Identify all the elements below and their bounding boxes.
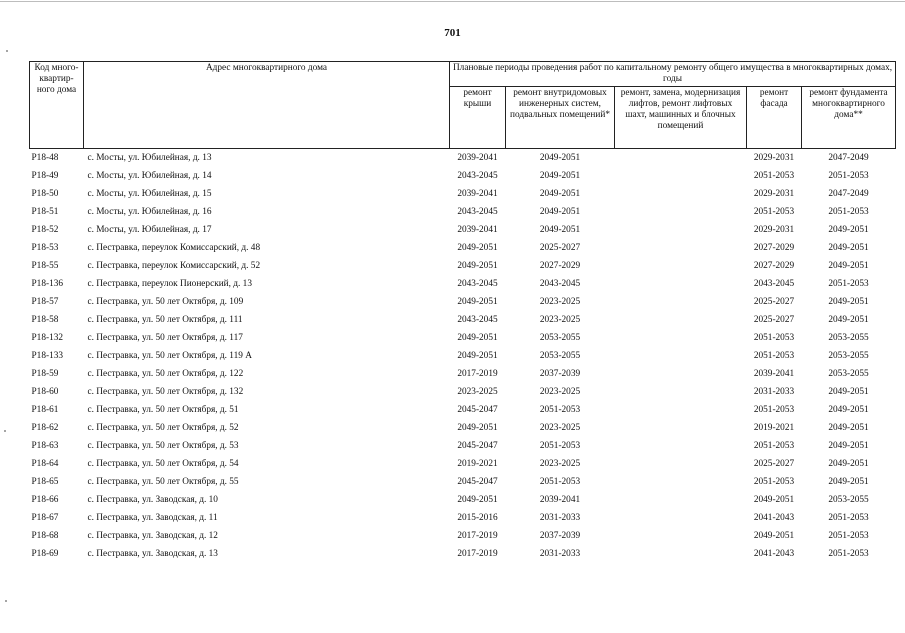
- cell-facade: 2025-2027: [753, 314, 795, 325]
- table-row: [30, 527, 896, 545]
- cell-facade: 2043-2045: [753, 278, 795, 289]
- table-row: [30, 473, 896, 491]
- scan-speck: [5, 600, 7, 602]
- cell-elevators: [615, 455, 747, 473]
- table-row: [30, 221, 896, 239]
- cell-facade: 2039-2041: [753, 368, 795, 379]
- cell-roof: 2039-2041: [457, 152, 498, 163]
- cell-address: с. Пестравка, ул. 50 лет Октября, д. 53: [87, 440, 239, 451]
- cell-foundation: 2053-2055: [828, 494, 869, 505]
- cell-foundation: 2049-2051: [828, 314, 869, 325]
- cell-roof: 2039-2041: [457, 188, 498, 199]
- cell-roof: 2045-2047: [457, 404, 498, 415]
- cell-systems: 2023-2025: [539, 314, 581, 325]
- cell-facade: 2051-2053: [753, 350, 795, 361]
- cell-systems: 2043-2045: [539, 278, 581, 289]
- cell-facade: 2051-2053: [753, 170, 795, 181]
- top-rule: [0, 1, 905, 2]
- cell-systems: 2025-2027: [539, 242, 581, 253]
- cell-code: P18-69: [31, 548, 59, 559]
- table-row: [30, 311, 896, 329]
- table-body: [30, 149, 896, 564]
- cell-address: с. Пестравка, ул. 50 лет Октября, д. 52: [87, 422, 239, 433]
- cell-systems: 2051-2053: [539, 440, 581, 451]
- cell-foundation: 2047-2049: [828, 152, 869, 163]
- header-elevators: ремонт, замена, модернизация лифтов, ремонт лифтовых шахт, машинных и блочных помещений: [615, 87, 747, 149]
- table-row: [30, 509, 896, 527]
- cell-facade: 2041-2043: [753, 548, 795, 559]
- cell-elevators: [615, 365, 747, 383]
- cell-address: с. Пестравка, ул. Заводская, д. 12: [87, 530, 218, 541]
- cell-foundation: 2053-2055: [828, 332, 869, 343]
- cell-systems: 2051-2053: [539, 476, 581, 487]
- cell-roof: 2017-2019: [457, 368, 498, 379]
- capital-repair-schedule-table: [29, 61, 896, 563]
- cell-facade: 2029-2031: [753, 224, 795, 235]
- cell-facade: 2051-2053: [753, 440, 795, 451]
- cell-elevators: [615, 401, 747, 419]
- cell-address: с. Пестравка, ул. 50 лет Октября, д. 54: [87, 458, 239, 469]
- header-facade: ремонт фасада: [747, 87, 802, 149]
- cell-systems: 2031-2033: [539, 548, 581, 559]
- cell-code: P18-58: [31, 314, 59, 325]
- cell-elevators: [615, 185, 747, 203]
- cell-foundation: 2053-2055: [828, 368, 869, 379]
- cell-address: с. Пестравка, переулок Комиссарский, д. 48: [87, 242, 261, 253]
- cell-code: P18-50: [31, 188, 59, 199]
- cell-roof: 2043-2045: [457, 278, 498, 289]
- cell-facade: 2051-2053: [753, 404, 795, 415]
- cell-address: с. Мосты, ул. Юбилейная, д. 13: [87, 152, 212, 163]
- cell-elevators: [615, 437, 747, 455]
- cell-roof: 2023-2025: [457, 386, 498, 397]
- cell-elevators: [615, 545, 747, 563]
- cell-foundation: 2051-2053: [828, 278, 869, 289]
- cell-foundation: 2049-2051: [828, 386, 869, 397]
- cell-roof: 2017-2019: [457, 548, 498, 559]
- table-row: [30, 293, 896, 311]
- cell-facade: 2025-2027: [753, 458, 795, 469]
- cell-systems: 2023-2025: [539, 422, 581, 433]
- scan-speck: [4, 430, 6, 432]
- cell-code: P18-53: [31, 242, 59, 253]
- cell-code: P18-59: [31, 368, 59, 379]
- cell-address: с. Мосты, ул. Юбилейная, д. 16: [87, 206, 212, 217]
- cell-code: P18-48: [31, 152, 59, 163]
- table-row: [30, 545, 896, 563]
- cell-address: с. Пестравка, ул. Заводская, д. 10: [87, 494, 218, 505]
- table-row: [30, 149, 896, 168]
- cell-roof: 2045-2047: [457, 476, 498, 487]
- cell-facade: 2027-2029: [753, 242, 795, 253]
- table-row: [30, 347, 896, 365]
- table-row: [30, 491, 896, 509]
- cell-systems: 2039-2041: [539, 494, 581, 505]
- cell-roof: 2049-2051: [457, 422, 498, 433]
- cell-systems: 2049-2051: [539, 188, 581, 199]
- cell-roof: 2049-2051: [457, 494, 498, 505]
- cell-address: с. Пестравка, ул. 50 лет Октября, д. 119 А: [87, 350, 252, 361]
- cell-code: P18-67: [31, 512, 59, 523]
- cell-elevators: [615, 275, 747, 293]
- cell-code: P18-61: [31, 404, 59, 415]
- cell-roof: 2045-2047: [457, 440, 498, 451]
- cell-facade: 2019-2021: [753, 422, 795, 433]
- cell-roof: 2019-2021: [457, 458, 498, 469]
- page-number: 701: [444, 27, 461, 39]
- cell-code: P18-66: [31, 494, 59, 505]
- cell-systems: 2037-2039: [539, 368, 581, 379]
- cell-address: с. Пестравка, ул. 50 лет Октября, д. 122: [87, 368, 244, 379]
- cell-facade: 2051-2053: [753, 206, 795, 217]
- header-address: Адрес многоквартирного дома: [84, 62, 450, 149]
- cell-foundation: 2051-2053: [828, 206, 869, 217]
- cell-systems: 2023-2025: [539, 458, 581, 469]
- cell-facade: 2029-2031: [753, 188, 795, 199]
- cell-elevators: [615, 419, 747, 437]
- cell-facade: 2051-2053: [753, 332, 795, 343]
- cell-code: P18-55: [31, 260, 59, 271]
- table-row: [30, 239, 896, 257]
- cell-roof: 2049-2051: [457, 260, 498, 271]
- cell-address: с. Пестравка, ул. Заводская, д. 11: [87, 512, 218, 523]
- table-row: [30, 419, 896, 437]
- cell-foundation: 2049-2051: [828, 458, 869, 469]
- cell-code: P18-64: [31, 458, 59, 469]
- cell-elevators: [615, 491, 747, 509]
- table-row: [30, 203, 896, 221]
- cell-facade: 2051-2053: [753, 476, 795, 487]
- cell-elevators: [615, 527, 747, 545]
- cell-systems: 2037-2039: [539, 530, 581, 541]
- cell-address: с. Пестравка, ул. 50 лет Октября, д. 109: [87, 296, 244, 307]
- cell-code: P18-133: [31, 350, 64, 361]
- cell-elevators: [615, 329, 747, 347]
- cell-code: P18-57: [31, 296, 59, 307]
- cell-facade: 2029-2031: [753, 152, 795, 163]
- table-row: [30, 383, 896, 401]
- cell-address: с. Пестравка, ул. 50 лет Октября, д. 51: [87, 404, 239, 415]
- cell-elevators: [615, 167, 747, 185]
- cell-address: с. Пестравка, ул. 50 лет Октября, д. 132: [87, 386, 244, 397]
- cell-systems: 2031-2033: [539, 512, 581, 523]
- cell-elevators: [615, 473, 747, 491]
- cell-foundation: 2047-2049: [828, 188, 869, 199]
- table-row: [30, 401, 896, 419]
- cell-address: с. Пестравка, переулок Комиссарский, д. 52: [87, 260, 261, 271]
- cell-systems: 2027-2029: [539, 260, 581, 271]
- cell-code: P18-60: [31, 386, 59, 397]
- cell-systems: 2049-2051: [539, 206, 581, 217]
- cell-systems: 2023-2025: [539, 386, 581, 397]
- header-foundation: ремонт фундамента многоквартирного дома**: [802, 87, 896, 149]
- cell-elevators: [615, 203, 747, 221]
- cell-systems: 2053-2055: [539, 332, 581, 343]
- cell-roof: 2049-2051: [457, 296, 498, 307]
- cell-code: P18-136: [31, 278, 64, 289]
- cell-address: с. Пестравка, переулок Пионерский, д. 13: [87, 278, 252, 289]
- cell-address: с. Пестравка, ул. Заводская, д. 13: [87, 548, 218, 559]
- cell-code: P18-68: [31, 530, 59, 541]
- table-row: [30, 437, 896, 455]
- cell-foundation: 2049-2051: [828, 440, 869, 451]
- cell-elevators: [615, 509, 747, 527]
- cell-elevators: [615, 239, 747, 257]
- cell-systems: 2049-2051: [539, 224, 581, 235]
- cell-roof: 2049-2051: [457, 332, 498, 343]
- cell-address: с. Пестравка, ул. 50 лет Октября, д. 111: [87, 314, 243, 325]
- cell-elevators: [615, 293, 747, 311]
- cell-systems: 2051-2053: [539, 404, 581, 415]
- cell-facade: 2041-2043: [753, 512, 795, 523]
- cell-facade: 2031-2033: [753, 386, 795, 397]
- table-row: [30, 185, 896, 203]
- cell-foundation: 2049-2051: [828, 422, 869, 433]
- cell-code: P18-62: [31, 422, 59, 433]
- header-systems: ремонт внутридомовых инженерных систем, подвальных помещений*: [506, 87, 615, 149]
- cell-address: с. Мосты, ул. Юбилейная, д. 14: [87, 170, 212, 181]
- cell-foundation: 2053-2055: [828, 350, 869, 361]
- cell-elevators: [615, 149, 747, 168]
- header-periods: Плановые периоды проведения работ по капитальному ремонту общего имущества в многоквартирных домах, годы: [450, 62, 896, 87]
- cell-roof: 2017-2019: [457, 530, 498, 541]
- cell-foundation: 2049-2051: [828, 296, 869, 307]
- cell-address: с. Пестравка, ул. 50 лет Октября, д. 117: [87, 332, 243, 343]
- scan-speck: [6, 50, 8, 52]
- table-row: [30, 365, 896, 383]
- cell-foundation: 2051-2053: [828, 170, 869, 181]
- cell-facade: 2025-2027: [753, 296, 795, 307]
- cell-systems: 2049-2051: [539, 170, 581, 181]
- cell-elevators: [615, 221, 747, 239]
- cell-address: с. Пестравка, ул. 50 лет Октября, д. 55: [87, 476, 239, 487]
- header-code: Код много-квартир-ного дома: [30, 62, 84, 149]
- cell-foundation: 2049-2051: [828, 224, 869, 235]
- cell-facade: 2049-2051: [753, 494, 795, 505]
- header-roof: ремонт крыши: [450, 87, 506, 149]
- cell-code: P18-132: [31, 332, 64, 343]
- cell-systems: 2053-2055: [539, 350, 581, 361]
- cell-roof: 2039-2041: [457, 224, 498, 235]
- cell-facade: 2027-2029: [753, 260, 795, 271]
- cell-roof: 2049-2051: [457, 350, 498, 361]
- cell-elevators: [615, 383, 747, 401]
- cell-code: P18-65: [31, 476, 59, 487]
- cell-elevators: [615, 257, 747, 275]
- cell-roof: 2043-2045: [457, 170, 498, 181]
- cell-roof: 2015-2016: [457, 512, 498, 523]
- cell-systems: 2023-2025: [539, 296, 581, 307]
- cell-facade: 2049-2051: [753, 530, 795, 541]
- table-row: [30, 455, 896, 473]
- cell-foundation: 2051-2053: [828, 548, 869, 559]
- cell-code: P18-63: [31, 440, 59, 451]
- cell-foundation: 2051-2053: [828, 530, 869, 541]
- cell-foundation: 2049-2051: [828, 260, 869, 271]
- cell-code: P18-52: [31, 224, 59, 235]
- cell-roof: 2049-2051: [457, 242, 498, 253]
- cell-foundation: 2049-2051: [828, 242, 869, 253]
- cell-code: P18-49: [31, 170, 59, 181]
- cell-address: с. Мосты, ул. Юбилейная, д. 17: [87, 224, 212, 235]
- cell-foundation: 2049-2051: [828, 476, 869, 487]
- cell-roof: 2043-2045: [457, 314, 498, 325]
- cell-foundation: 2049-2051: [828, 404, 869, 415]
- cell-elevators: [615, 347, 747, 365]
- table-row: [30, 275, 896, 293]
- cell-code: P18-51: [31, 206, 59, 217]
- cell-roof: 2043-2045: [457, 206, 498, 217]
- table-header: [30, 62, 896, 149]
- cell-systems: 2049-2051: [539, 152, 581, 163]
- cell-elevators: [615, 311, 747, 329]
- table-row: [30, 167, 896, 185]
- table-row: [30, 329, 896, 347]
- table-row: [30, 257, 896, 275]
- cell-address: с. Мосты, ул. Юбилейная, д. 15: [87, 188, 212, 199]
- cell-foundation: 2051-2053: [828, 512, 869, 523]
